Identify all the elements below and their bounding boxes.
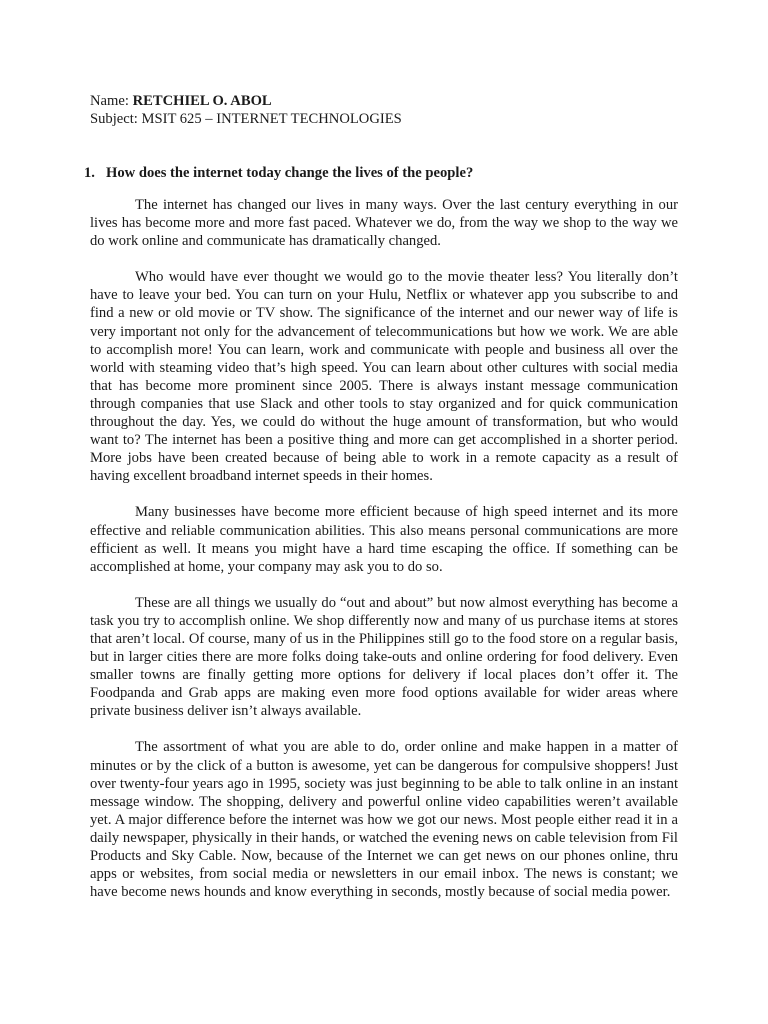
- question-heading: [84, 164, 672, 182]
- subject-line: [90, 110, 678, 128]
- subject-value: MSIT 625 – INTERNET TECHNOLOGIES: [141, 111, 402, 127]
- question-text: How does the internet today change the lives of the people?: [106, 165, 474, 181]
- body-paragraph: These are all things we usually do “out and about” but now almost everything has become a task you try to accomplish online. We shop differently now and many of us purchase items at stores that aren’t local. Of course, many of us in the Philippines still go to the food store on a regular basis, but in larger cities there are more folks doing take-outs and online ordering for food delivery. Even smaller towns are finally getting more options for delivery if local places don’t offer it. The Foodpanda and Grab apps are making even more food options available for wider areas where private business deliver isn’t always available.: [90, 594, 678, 720]
- author-name: RETCHIEL O. ABOL: [132, 93, 272, 109]
- body-paragraph: The internet has changed our lives in many ways. Over the last century everything in our lives has become more and more fast paced. Whatever we do, from the way we shop to the way we do work online and communicate has dramatically changed.: [90, 197, 678, 250]
- name-label: Name:: [90, 93, 129, 109]
- body-paragraph: Many businesses have become more efficient because of high speed internet and its more effective and reliable communication abilities. This also means personal communications are more efficient as well. It means you might have a hard time escaping the office. If something can be accomplished at home, your company may ask you to do so.: [90, 504, 678, 575]
- body-paragraph: The assortment of what you are able to do, order online and make happen in a matter of minutes or by the click of a button is awesome, yet can be dangerous for compulsive shoppers! Just over twenty-four years ago in 1995, society was just beginning to be able to talk online in an instant message window. The shopping, delivery and powerful online video capabilities weren’t available yet. A major difference before the internet was how we got our news. Most people either read it in a daily newspaper, physically in their hands, or watched the evening news on cable television from Fil Products and Sky Cable. Now, because of the Internet we can get news on our phones online, thru apps or websites, from social media or newsletters in our email inbox. The news is constant; we have become news hounds and know everything in seconds, mostly because of social media power.: [90, 739, 678, 901]
- question-number: 1.: [84, 165, 95, 181]
- subject-label: Subject:: [90, 111, 138, 127]
- document-page: [84, 92, 678, 901]
- name-line: [90, 92, 678, 110]
- body-paragraph: Who would have ever thought we would go to the movie theater less? You literally don’t have to leave your bed. You can turn on your Hulu, Netflix or whatever app you subscribe to and find a new or old movie or TV show. The significance of the internet and our newer way of life is very important not only for the advancement of telecommunications but how we work. We are able to accomplish more! You can learn, work and communicate with people and business all over the world with steaming video that’s high speed. You can learn about other cultures with social media that has become more prominent since 2005. There is always instant message communication through companies that use Slack and other tools to stay organized and for quick communication throughout the day. Yes, we could do without the huge amount of transformation, but who would want to? The internet has been a positive thing and more can get accomplished in a shorter period. More jobs have been created because of being able to work in a remote capacity as a result of having excellent broadband internet speeds in their homes.: [90, 269, 678, 485]
